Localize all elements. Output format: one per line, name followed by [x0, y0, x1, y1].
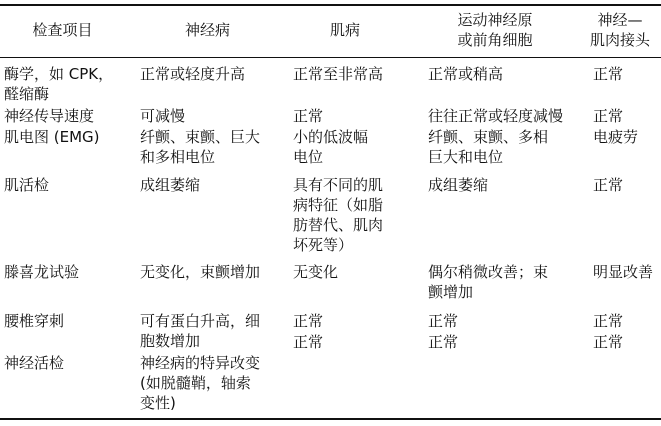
header-item: 检查项目 — [32, 21, 93, 39]
cell-nmj-lumbar-puncture: 正常 — [593, 312, 624, 330]
cell-item-emg: 肌电图 (EMG) — [4, 128, 100, 146]
cell-neuro-ncv: 可减慢 — [140, 107, 186, 125]
cell-neuro-nerve-biopsy: 神经病的特异改变 (如脱髓鞘，轴索 变性) — [140, 354, 261, 412]
cell-motor-emg: 纤颤、束颤、多相 巨大和电位 — [428, 128, 549, 166]
cell-item-muscle-biopsy: 肌活检 — [4, 176, 50, 194]
cell-myo-lumbar-puncture: 正常 — [293, 312, 324, 330]
cell-nmj-enzymes: 正常 — [593, 65, 624, 83]
cell-nmj-emg: 电疲劳 — [593, 128, 639, 146]
cell-neuro-emg: 纤颤、束颤、巨大 和多相电位 — [140, 128, 261, 166]
table-top-rule — [0, 4, 661, 6]
table-header-rule — [0, 57, 661, 58]
cell-myo-enzymes: 正常至非常高 — [293, 65, 384, 83]
cell-item-ncv: 神经传导速度 — [4, 107, 95, 125]
cell-item-enzymes: 酶学，如 CPK， 醛缩酶 — [4, 65, 114, 103]
header-neuropathy: 神经病 — [184, 21, 230, 39]
cell-item-lumbar-puncture: 腰椎穿刺 — [4, 312, 65, 330]
cell-nmj-muscle-biopsy: 正常 — [593, 176, 624, 194]
header-nmj: 神经— 肌肉接头 — [589, 11, 650, 49]
cell-neuro-tensilon: 无变化，束颤增加 — [140, 263, 261, 281]
cell-myo-tensilon: 无变化 — [293, 263, 339, 281]
cell-motor-enzymes: 正常或稍高 — [428, 65, 504, 83]
cell-item-nerve-biopsy: 神经活检 — [4, 354, 65, 372]
table-bottom-rule — [0, 418, 661, 420]
cell-nmj-nerve-biopsy: 正常 — [593, 333, 624, 351]
cell-motor-muscle-biopsy: 成组萎缩 — [428, 176, 489, 194]
cell-motor-ncv: 往往正常或轻度减慢 — [428, 107, 564, 125]
cell-item-tensilon: 滕喜龙试验 — [4, 263, 80, 281]
cell-myo-nerve-biopsy: 正常 — [293, 333, 324, 351]
cell-myo-emg: 小的低波幅 电位 — [293, 128, 369, 166]
header-myopathy: 肌病 — [329, 21, 360, 39]
cell-myo-muscle-biopsy: 具有不同的肌 病特征（如脂 肪替代、肌肉 坏死等） — [293, 176, 384, 254]
cell-neuro-enzymes: 正常或轻度升高 — [140, 65, 246, 83]
cell-nmj-tensilon: 明显改善 — [593, 263, 654, 281]
cell-motor-lumbar-puncture: 正常 — [428, 312, 459, 330]
cell-nmj-ncv: 正常 — [593, 107, 624, 125]
cell-myo-ncv: 正常 — [293, 107, 324, 125]
cell-neuro-muscle-biopsy: 成组萎缩 — [140, 176, 201, 194]
cell-neuro-lumbar-puncture: 可有蛋白升高，细 胞数增加 — [140, 312, 261, 350]
cell-motor-nerve-biopsy: 正常 — [428, 333, 459, 351]
cell-motor-tensilon: 偶尔稍微改善；束 颤增加 — [428, 263, 549, 301]
header-motor-neuron: 运动神经原 或前角细胞 — [457, 11, 533, 49]
